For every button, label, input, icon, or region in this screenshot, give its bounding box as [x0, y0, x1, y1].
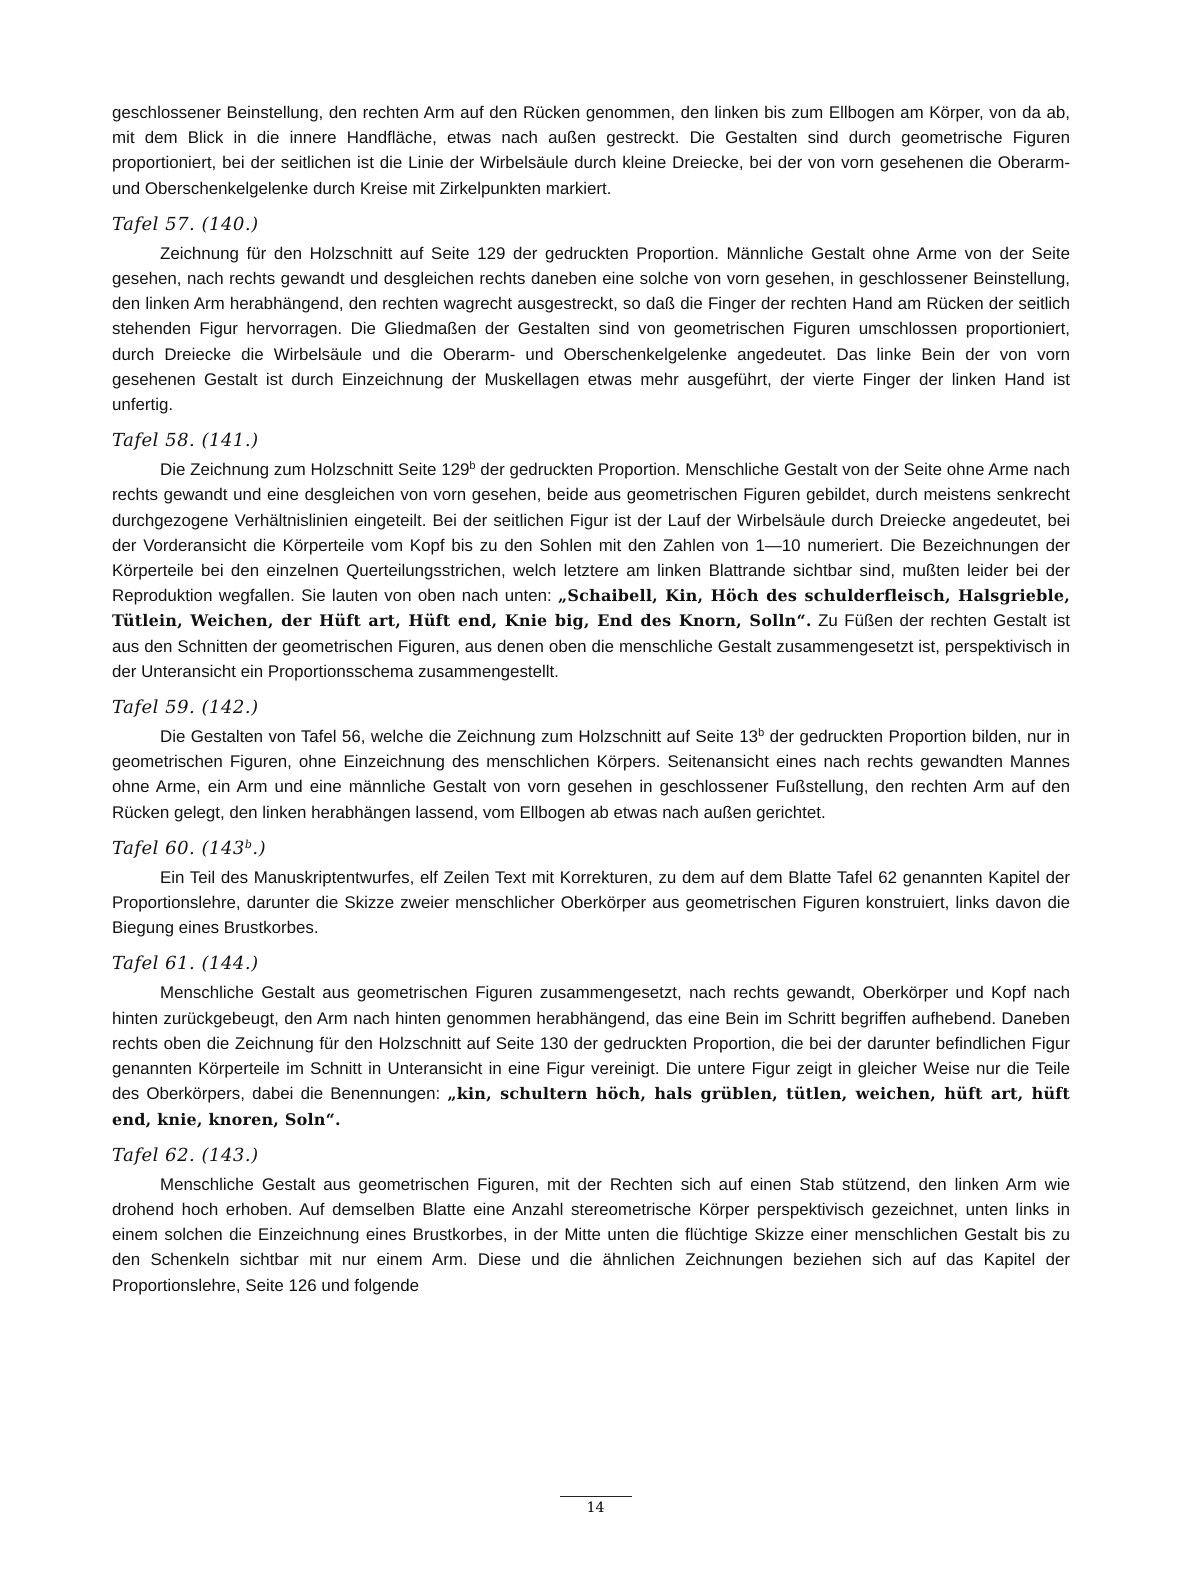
- text-segment: Zu Füßen der rechten Gestalt ist aus den Schnitten der geometrischen Figuren, aus denen oben die menschliche Gestalt zusammengesetzt ist, perspektivisch in der Unteransicht ein Proportionsschema zusammengestellt.: [112, 611, 1071, 681]
- plate-61: [112, 952, 1070, 1131]
- page-footer: [0, 1496, 1191, 1516]
- superscript: b: [758, 727, 765, 740]
- plate-description: [112, 457, 1070, 684]
- plate-description: [112, 980, 1070, 1131]
- page-number: 14: [586, 1500, 605, 1516]
- plate-description: [112, 724, 1070, 825]
- fraktur-quote: „Schaibell, Kin, Höch des schulderfleisch, Halsgrieble, Tütlein, Weichen, der Hüft art, Hüft end, Knie big, End des Knorn, Solln“.: [112, 586, 1070, 631]
- text-segment: der gedruckten Proportion. Menschliche Gestalt von der Seite ohne Arme nach rechts gewandt und eine desgleichen von vorn gesehen, beide aus geometrischen Figuren gebildet, durch meistens senkrecht durchgezogene Verhältnislinien eingeteilt. Bei der seitlichen Figur ist der Lauf der Wirbelsäule durch Dreiecke angedeutet, bei der Vorderansicht die Körperteile vom Kopf bis zu den Sohlen mit den Zahlen von 1—10 numeriert. Die Bezeichnungen der Körperteile bei den einzelnen Querteilungsstrichen, welch letztere am linken Blattrande sichtbar sind, mußten leider bei der Reproduktion wegfallen. Sie lauten von oben nach unten:: [112, 460, 1070, 606]
- plate-description: Menschliche Gestalt aus geometrischen Figuren, mit der Rechten sich auf einen Stab stützend, den linken Arm wie drohend hoch erhoben. Auf demselben Blatte eine Anzahl stereometrische Körper perspektivisch gezeichnet, unten links in einem solchen die Einzeichnung eines Brustkorbes, in der Mitte unten die flüchtige Skizze einer menschlichen Gestalt bis zu den Schenkeln sichtbar mit nur einem Arm. Diese und die ähnlichen Zeichnungen beziehen sich auf das Kapitel der Proportionslehre, Seite 126 und folgende: [112, 1174, 1070, 1295]
- superscript: b: [469, 460, 476, 473]
- plate-60: [112, 837, 1070, 941]
- plate-62: [112, 1144, 1070, 1298]
- plate-title: Tafel 59. (142.): [112, 697, 259, 719]
- text-segment: der gedruckten Proportion bilden, nur in geometrischen Figuren, ohne Einzeichnung des menschlichen Körpers. Seitenansicht eines nach rechts gewandten Mannes ohne Arme, ein Arm und eine männliche Gestalt von vorn gesehen in geschlossener Fußstellung, den rechten Arm auf den Rücken gelegt, den linken herabhängen lassend, vom Ellbogen ab etwas nach außen gerichtet.: [112, 727, 1070, 822]
- title-segment: Tafel 60. (143: [112, 837, 245, 859]
- text-segment: Die Zeichnung zum Holzschnitt Seite 129: [160, 460, 470, 480]
- page-body: [112, 100, 1070, 1298]
- intro-section: [112, 100, 1070, 201]
- plate-title: Tafel 57. (140.): [112, 213, 259, 235]
- superscript: b: [244, 837, 253, 851]
- title-segment: .): [252, 837, 267, 859]
- plate-description: Zeichnung für den Holzschnitt auf Seite 129 der gedruckten Proportion. Männliche Gestalt ohne Arme von der Seite gesehen, nach rechts gewandt und desgleichen rechts daneben eine solche von vorn gesehen, in geschlossener Beinstellung, den linken Arm herabhängend, den rechten wagrecht ausgestreckt, so daß die Finger der rechten Hand am Rücken der seitlich stehenden Figur hervorragen. Die Gliedmaßen der Gestalten sind von geometrischen Figuren umschlossen proportioniert, durch Dreiecke die Wirbelsäule und die Oberarm- und Oberschenkelgelenke angedeutet. Das linke Bein der von vorn gesehenen Gestalt ist durch Einzeichnung der Muskellagen etwas mehr ausgeführt, der vierte Finger der linken Hand ist unfertig.: [112, 243, 1070, 415]
- plate-title: Tafel 58. (141.): [112, 430, 259, 452]
- plate-description: Ein Teil des Manuskriptentwurfes, elf Zeilen Text mit Korrekturen, zu dem auf dem Blatte Tafel 62 genannten Kapitel der Proportionslehre, darunter die Skizze zweier menschlicher Oberkörper aus geometrischen Figuren konstruiert, links davon die Biegung eines Brustkorbes.: [112, 867, 1070, 938]
- text-segment: Menschliche Gestalt aus geometrischen Figuren zusammengesetzt, nach rechts gewandt, Oberkörper und Kopf nach hinten zurückgebeugt, den Arm nach hinten genommen herabhängend, das eine Bein im Schritt begriffen aufhebend. Daneben rechts oben die Zeichnung für den Holzschnitt auf Seite 130 der gedruckten Proportion, die bei der darunter befindlichen Figur genannten Körperteile im Schnitt in Unteransicht in eine Figur vereinigt. Die untere Figur zeigt in gleicher Weise nur die Teile des Oberkörpers, dabei die Benennungen:: [112, 983, 1070, 1104]
- fraktur-quote: „kin, schultern höch, hals grüblen, tütlen, weichen, hüft art, hüft end, knie, knoren, Soln“.: [112, 1084, 1070, 1129]
- plate-title: Tafel 62. (143.): [112, 1144, 259, 1166]
- footer-rule: [560, 1496, 632, 1497]
- plate-57: [112, 213, 1070, 417]
- text-segment: Die Gestalten von Tafel 56, welche die Zeichnung zum Holzschnitt auf Seite 13: [160, 727, 759, 747]
- plate-title: [112, 837, 1070, 861]
- plate-59: [112, 696, 1070, 825]
- plate-title: Tafel 61. (144.): [112, 953, 259, 975]
- plate-58: [112, 429, 1070, 684]
- intro-paragraph: geschlossener Beinstellung, den rechten Arm auf den Rücken genommen, den linken bis zum Ellbogen am Körper, von da ab, mit dem Blick in die innere Handfläche, etwas nach außen gestreckt. Die Gestalten sind durch geometrische Figuren proportioniert, bei der seitlichen ist die Linie der Wirbelsäule durch kleine Dreiecke, bei der von vorn gesehenen die Oberarm- und Oberschenkelgelenke durch Kreise mit Zirkelpunkten markiert.: [112, 103, 1070, 198]
